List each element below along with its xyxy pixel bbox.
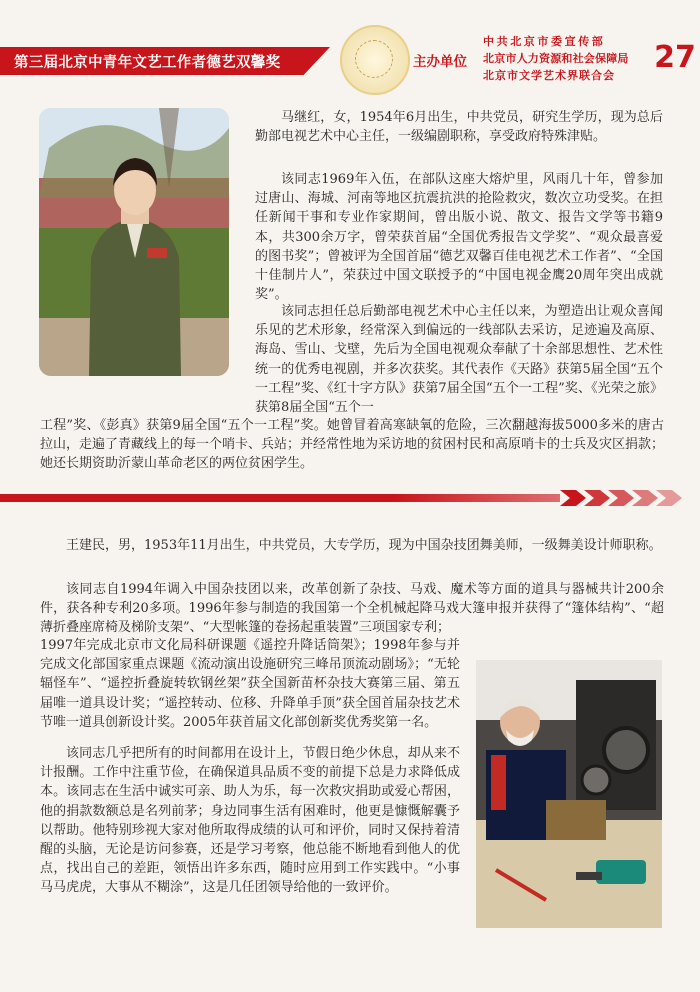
page-header (0, 0, 700, 96)
bio2-paragraph-2b: 1997年完成北京市文化局科研课题《遥控升降话筒架》；1998年参与并完成文化部国家重点课题《流动演出设施研究三峰吊顶流动剧场》；“无轮辐怪车”、“遥控折叠旋转软钢丝架”获全国新苗杯杂技大赛第三届、第五届唯一道具设计奖；“遥控转动、位移、升降单手顶”获全国首届杂技艺术节唯一道具创新设计奖。2005年获首届文化部创新奖优秀奖第一名。 (40, 638, 460, 730)
bio1-paragraph-3b: 工程”奖、《彭真》获第9届全国“五个一工程”奖。她曾冒着高寒缺氧的危险，三次翻越海拔5000多米的唐古拉山，走遍了青藏线上的每一个哨卡、兵站；并经常性地为采访地的贫困村民和高原哨卡的士兵及灾区捐款；她还长期资助沂蒙山革命老区的两位贫困学生。 (40, 418, 665, 472)
host-label: 主办单位 (413, 54, 467, 70)
bio1-paragraph-3a: 该同志担任总后勤部电视艺术中心主任以来，为塑造出让观众喜闻乐见的艺术形象，经常深入到偏远的一线部队去采访，足迹遍及高原、海岛、雪山、戈壁，先后为全国电视观众奉献了十余部思想性、艺术性统一的优秀电视剧，并多次获奖。其代表作《天路》获第5届全国“五个一工程”奖、《红十字方队》获第7届全国“五个一工程”奖、《光荣之旅》获第8届全国“五个一 (255, 304, 663, 416)
section-divider (0, 494, 560, 502)
bio2-paragraph-3: 该同志几乎把所有的时间都用在设计上，节假日绝少休息，却从来不计报酬。工作中注重节俭，在确保道具品质不变的前提下总是力求降低成本。该同志在生活中诚实可亲、助人为乐，每一次救灾捐助或爱心帮困，他的捐款数额总是名列前茅；身边同事生活有困难时，他更是慷慨解囊予以帮助。他特别珍视大家对他所取得成绩的认可和评价，同时又保持着清醒的头脑，无论是访问参赛，还是学习考察，他总能不断地看到他人的优点，找出自己的差距，领悟出许多东西，随时应用到工作实践中。“小事马马虎虎，大事从不糊涂”，这是几任团领导给他的一致评价。 (40, 746, 460, 896)
host-item: 北京市文学艺术界联合会 (483, 69, 615, 82)
bio2-intro: 王建民，男，1953年11月出生，中共党员，大专学历，现为中国杂技团舞美师，一级舞美设计师职称。 (66, 538, 662, 553)
bio1-paragraph-2: 该同志1969年入伍，在部队这座大熔炉里，风雨几十年，曾参加过唐山、海城、河南等地区抗震抗洪的抢险救灾，数次立功受奖。在担任新闻干事和专业作家期间，曾出版小说、散文、报告文学等书籍9本，共300余万字，曾荣获首届“全国优秀报告文学奖”、“观众最喜爱的图书奖”；曾被评为全国首届“德艺双馨百佳电视艺术工作者”、“全国十佳制片人”，荣获过中国文联授予的“中国电视金鹰20周年突出成就奖”。 (255, 172, 663, 303)
portrait-photo-ma-jihong (39, 108, 229, 376)
host-item: 中共北京市委宣传部 (483, 35, 606, 48)
host-item: 北京市人力资源和社会保障局 (483, 52, 629, 65)
chevron-arrows-icon (560, 490, 700, 506)
emblem-ring (355, 40, 393, 78)
bio2-paragraph-2a: 该同志自1994年调入中国杂技团以来，改革创新了杂技、马戏、魔术等方面的道具与器械共计200余件，获各种专利20多项。1996年参与制造的我国第一个全机械起降马戏大篷申报并获得了“篷体结构”、“超薄折叠座席椅及梯阶支架”、“大型帐篷的卷扬起重装置”三项国家专利； (40, 582, 664, 636)
page-number: 27 (654, 40, 696, 75)
bio1-intro: 马继红，女，1954年6月出生，中共党员，研究生学历，现为总后勤部电视艺术中心主任，一级编剧职称，享受政府特殊津贴。 (255, 110, 663, 145)
page-title: 第三届北京中青年文艺工作者德艺双馨奖 (14, 55, 281, 71)
host-organizations (483, 33, 629, 84)
workshop-photo-wang-jianmin (476, 660, 662, 928)
